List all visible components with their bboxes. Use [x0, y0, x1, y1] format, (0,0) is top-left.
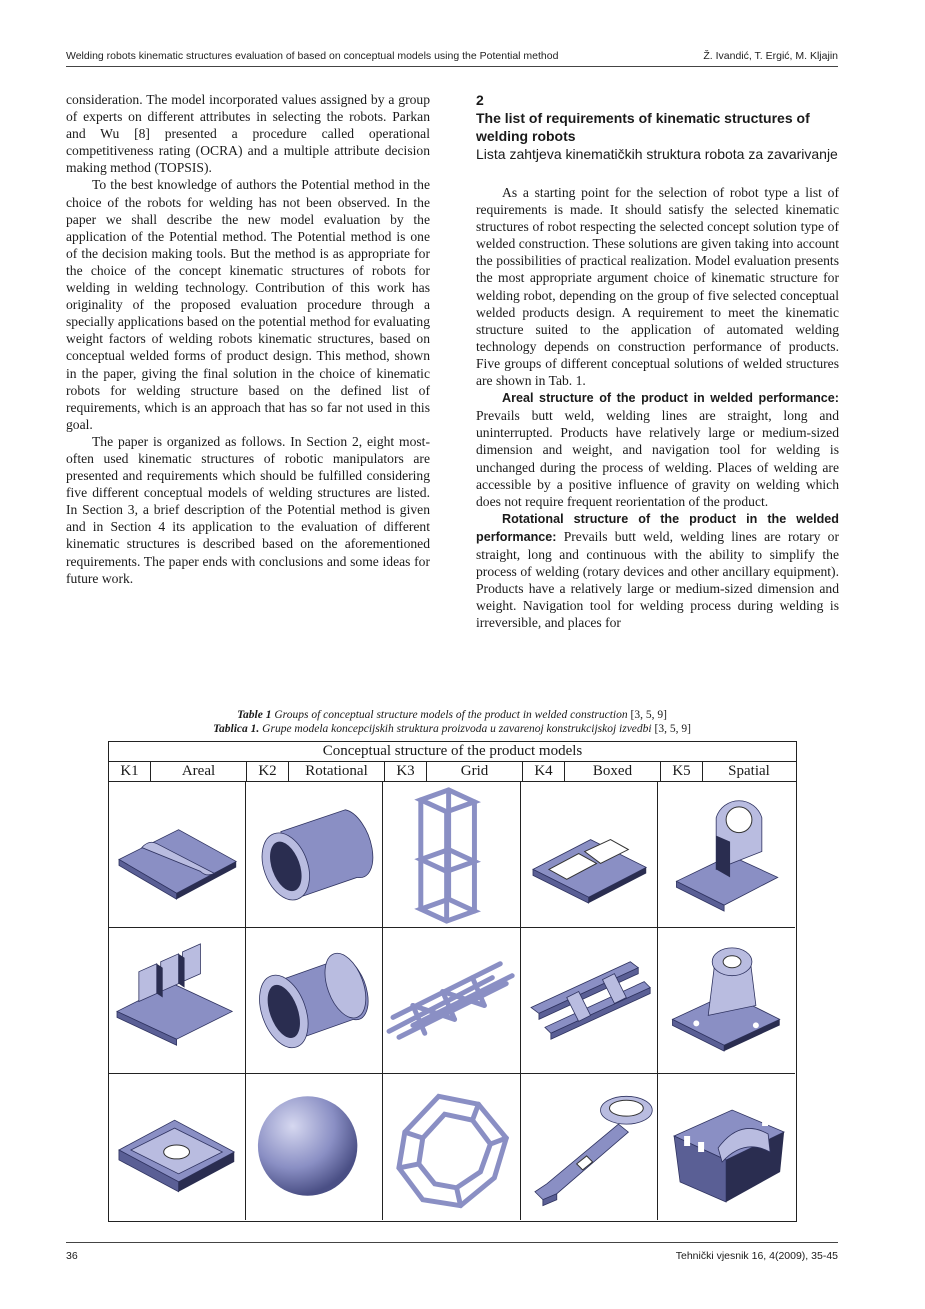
section-heading — [476, 91, 846, 163]
grid-cage-model — [383, 1074, 519, 1220]
page-number: 36 — [66, 1250, 78, 1262]
rotational-sphere-model — [246, 1074, 382, 1220]
rotational-flanged-model — [246, 928, 382, 1073]
col-name: Boxed — [565, 762, 661, 781]
col-name: Areal — [151, 762, 247, 781]
model-cell-rotational-sphere — [246, 1074, 383, 1220]
paragraph: The paper is organized as follows. In Section 2, eight most-often used kinematic structures of robotic manipulators are presented and requirements which should be fulfilled considering five different conceptual models of welding structures are listed. In Section 3, a brief description of the Potential method is given and in Section 4 its application to the evaluation of different kinematic structures is described based on the aforementioned requirements. The paper ends with conclusions and some ideas for future work. — [66, 433, 430, 586]
section-subtitle: Lista zahtjeva kinematičkih struktura robota za zavarivanje — [476, 146, 838, 162]
boxed-arm-model — [521, 1074, 657, 1220]
model-cell-rotational-flanged — [246, 928, 383, 1074]
model-grid — [109, 782, 795, 1220]
models-table — [108, 741, 797, 1222]
model-cell-areal-plate — [109, 782, 246, 928]
paragraph-text: Prevails butt weld, welding lines are rotary or straight, long and continuous with the ability to simplify the process of welding (rotary devices and other ancillary equipment). Products have a relatively large or medium-sized dimension and weight. Navigation tool for welding process during welding is irreversible, and places for — [476, 528, 839, 631]
spatial-bracket-model — [658, 782, 795, 927]
col-code: K1 — [109, 762, 151, 781]
caption-text: Grupe modela koncepcijskih struktura proizvoda u zavarenoj konstrukcijskoj izvedbi — [259, 723, 652, 735]
col-code: K4 — [523, 762, 565, 781]
journal-ref: Tehnički vjesnik 16, 4(2009), 35-45 — [675, 1250, 838, 1262]
model-cell-spatial-hopper — [658, 1074, 795, 1220]
left-column — [66, 91, 430, 587]
col-code: K5 — [661, 762, 703, 781]
grid-frame-model — [383, 782, 519, 927]
areal-ribs-model — [109, 928, 245, 1073]
paragraph-lead: Areal structure of the product in welded performance: — [502, 391, 839, 406]
paragraph: consideration. The model incorporated values assigned by a group of experts on different attributes in selecting the robots. Parkan and Wu [8] presented a procedure called operational competitiveness rating (OCRA) and a multiple attribute decision making method (TOPSIS). — [66, 92, 430, 176]
header-rule — [66, 66, 838, 67]
table-caption-hr — [66, 722, 838, 736]
model-cell-grid-cage — [383, 1074, 520, 1220]
paragraph: To the best knowledge of authors the Potential method in the choice of the robots for welding has not been observed. In the paper we shall describe the new model evaluation by the application of the Potential method. The Potential method is one of the decision making tools. But the method is as appropriate for the choice of the concept kinematic structures of robots for welding in welding technology. Contribution of this work has originality of the proposed evaluation procedure through a specially applications based on the potential method for evaluating weight factors of welding robots kinematic structures, based on conceptual welded forms of product design. This method, shown in the paper, giving the final solution in the choice of kinematic robots for welding structure based on the defined list of requirements, which is an approach that has so far not used in this goal. — [66, 177, 430, 432]
paragraph-lead: Rotational structure of the product in the welded performance: — [476, 511, 839, 544]
col-name: Rotational — [289, 762, 385, 781]
caption-text: Groups of conceptual structure models of the product in welded construction — [271, 709, 628, 721]
spatial-hopper-model — [658, 1074, 795, 1220]
table-header-row — [109, 762, 796, 782]
model-cell-boxed-rails — [521, 928, 658, 1074]
rotational-tube-model — [246, 782, 382, 927]
paragraph — [476, 510, 839, 632]
table-title: Conceptual structure of the product models — [109, 742, 796, 762]
header-authors: Ž. Ivandić, T. Ergić, M. Kljajin — [703, 50, 838, 62]
model-cell-boxed-arm — [521, 1074, 658, 1220]
model-cell-grid-frame — [383, 782, 520, 928]
table-caption-en — [66, 708, 838, 722]
boxed-frame-model — [521, 782, 657, 927]
col-name: Spatial — [728, 763, 770, 779]
footer-rule — [66, 1242, 838, 1243]
model-cell-grid-truss — [383, 928, 520, 1074]
header-title: Welding robots kinematic structures evaluation of based on conceptual models using the Potential method — [66, 50, 559, 62]
model-cell-rotational-tube — [246, 782, 383, 928]
areal-plate-model — [109, 782, 245, 927]
section-number: 2 — [476, 92, 484, 108]
paragraph-text: Prevails butt weld, welding lines are straight, long and uninterrupted. Products have relatively large or medium-sized dimension and weight, and navigation tool for welding is unchanged during the process of welding. Places of welding are accessible by a positive influence of gravity on welding which does not require frequent reorientation of the product. — [476, 408, 839, 509]
col-code: K3 — [385, 762, 427, 781]
model-cell-areal-ribs — [109, 928, 246, 1074]
caption-ref: [3, 5, 9] — [627, 709, 667, 721]
caption-label: Table 1 — [237, 709, 272, 721]
col-code: K2 — [247, 762, 289, 781]
section-title: The list of requirements of kinematic structures of welding robots — [476, 110, 810, 144]
model-cell-areal-tray — [109, 1074, 246, 1220]
grid-truss-model — [383, 928, 519, 1073]
model-cell-spatial-pedestal — [658, 928, 795, 1074]
areal-tray-model — [109, 1074, 245, 1220]
model-cell-boxed-frame — [521, 782, 658, 928]
caption-ref: [3, 5, 9] — [651, 723, 691, 735]
col-name: Grid — [427, 762, 523, 781]
right-column — [476, 184, 839, 631]
paragraph: As a starting point for the selection of robot type a list of requirements is made. It should satisfy the selected kinematic structures of robot respecting the selected concept solution type of welded construction. These solutions are given taking into account the possibilities of practical realization. Model evaluation presents the most appropriate argument choice of kinematic structure for welding robot, depending on the group of five selected conceptual welded products design. A requirement to meet the kinematic structure suited to the application of automated welding technology depends on construction performance of products. Five groups of different conceptual solutions of welded structures are shown in Tab. 1. — [476, 185, 839, 389]
model-cell-spatial-bracket — [658, 782, 795, 928]
paragraph — [476, 389, 839, 510]
caption-label: Tablica 1. — [213, 723, 260, 735]
spatial-pedestal-model — [658, 928, 795, 1073]
boxed-rails-model — [521, 928, 657, 1073]
